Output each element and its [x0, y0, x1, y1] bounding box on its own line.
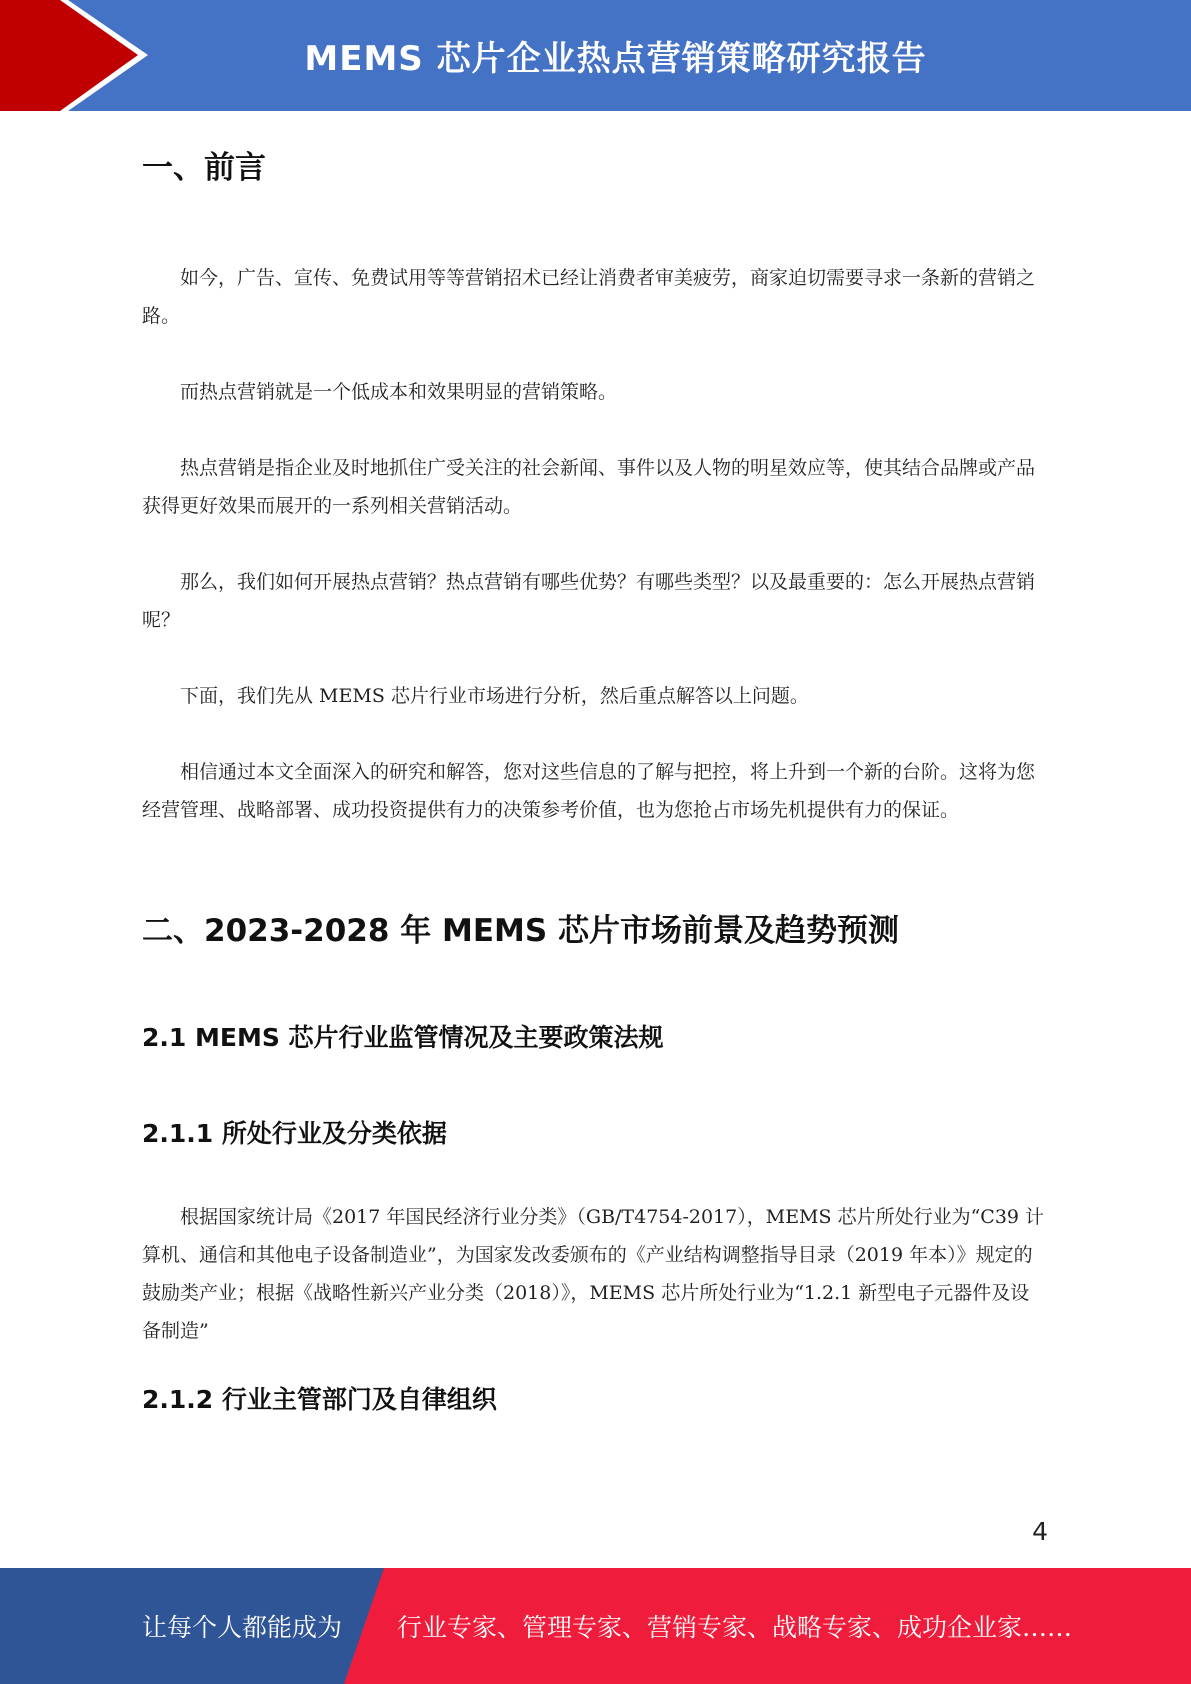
footer-slogan-right: 行业专家、管理专家、营销专家、战略专家、成功企业家……: [397, 1613, 1073, 1642]
intro-paragraph: 而热点营销就是一个低成本和效果明显的营销策略。: [180, 381, 618, 403]
heading-forecast: 二、2023-2028 年 MEMS 芯片市场前景及趋势预测: [142, 913, 900, 949]
intro-paragraph: 如今，广告、宣传、免费试用等等营销招术已经让消费者审美疲劳，商家迫切需要寻求一条新的营销之路。: [142, 267, 1036, 327]
intro-paragraph: 热点营销是指企业及时地抓住广受关注的社会新闻、事件以及人物的明星效应等，使其结合品牌或产品获得更好效果而展开的一系列相关营销活动。: [142, 457, 1036, 517]
intro-paragraph: 那么，我们如何开展热点营销？热点营销有哪些优势？有哪些类型？以及最重要的：怎么开展热点营销呢？: [142, 571, 1036, 631]
heading-intro: 一、前言: [142, 150, 266, 186]
heading-2-1-1: 2.1.1 所处行业及分类依据: [142, 1119, 447, 1148]
heading-2-1-2: 2.1.2 行业主管部门及自律组织: [142, 1385, 497, 1414]
body-paragraph-2-1-1: 根据国家统计局《2017 年国民经济行业分类》（GB/T4754-2017），MEMS 芯片所处行业为“C39 计算机、通信和其他电子设备制造业”，为国家发改委颁布的《产业结构调整指导目录（2019 年本）》规定的鼓励类产业；根据《战略性新兴产业分类（2018）》，MEMS 芯片所处行业为“1.2.1 新型电子元器件及设备制造”: [142, 1206, 1045, 1342]
page-header: [0, 0, 1191, 111]
page-content: [142, 130, 1047, 1416]
intro-paragraph: 下面，我们先从 MEMS 芯片行业市场进行分析，然后重点解答以上问题。: [180, 685, 809, 707]
page-footer: [0, 1568, 1191, 1684]
heading-2-1: 2.1 MEMS 芯片行业监管情况及主要政策法规: [142, 1023, 664, 1052]
report-title: MEMS 芯片企业热点营销策略研究报告: [304, 39, 927, 79]
footer-slogan-left: 让每个人都能成为: [142, 1613, 343, 1642]
page-number: 4: [1032, 1517, 1048, 1546]
intro-paragraph: 相信通过本文全面深入的研究和解答，您对这些信息的了解与把控，将上升到一个新的台阶。这将为您经营管理、战略部署、成功投资提供有力的决策参考价值，也为您抢占市场先机提供有力的保证。: [142, 761, 1036, 821]
